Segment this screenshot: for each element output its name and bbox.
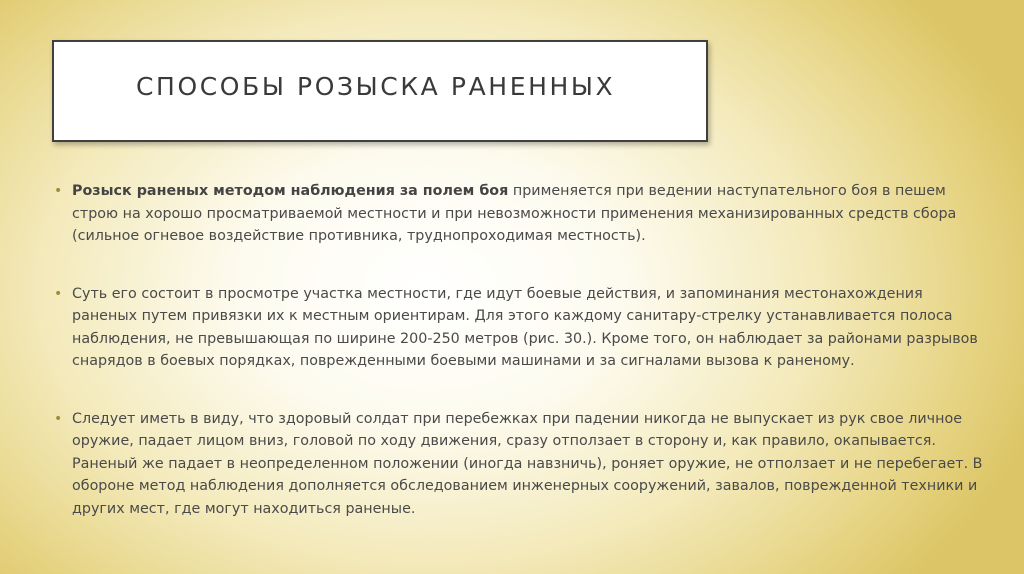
slide-title-box (52, 40, 708, 142)
bullet-text: Следует иметь в виду, что здоровый солдат при перебежках при падении никогда не выпускает из рук свое личное оружие, падает лицом вниз, головой по ходу движения, сразу отползает в сторону и, как правило, окапывается. Раненый же падает в неопределенном положении (иногда навзничь), роняет оружие, не отползает и не перебегает. В обороне метод наблюдения дополняется обследованием инженерных сооружений, завалов, поврежденной техники и других мест, где могут находиться раненые. (72, 410, 983, 517)
bullet-text: применяется при ведении наступательного боя в пешем строю на хорошо просматриваемой местности и при невозможности применения механизированных средств сбора (сильное огневое воздействие противника, труднопроходимая местность). (72, 183, 957, 244)
bullet-item (54, 180, 984, 248)
bullet-bold-lead: Розыск раненых методом наблюдения за полем боя (72, 183, 509, 199)
bullet-item (54, 408, 984, 521)
bullet-dot-icon: • (54, 410, 63, 427)
bullet-dot-icon: • (54, 183, 63, 199)
bullet-text: Суть его состоит в просмотре участка местности, где идут боевые действия, и запоминания местонахождения раненых путем привязки их к местным ориентирам. Для этого каждому санитару-стрелку устанавливается полоса наблюдения, не превышающая по ширине 200-250 метров (рис. 30.). Кроме того, он наблюдает за районами разрывов снарядов в боевых порядках, поврежденными боевыми машинами и за сигналами вызова к раненому. (72, 285, 978, 369)
slide-content (54, 180, 984, 520)
bullet-dot-icon: • (54, 285, 63, 302)
bullet-item (54, 283, 984, 373)
slide-title: СПОСОБЫ РОЗЫСКА РАНЕННЫХ (136, 72, 616, 101)
